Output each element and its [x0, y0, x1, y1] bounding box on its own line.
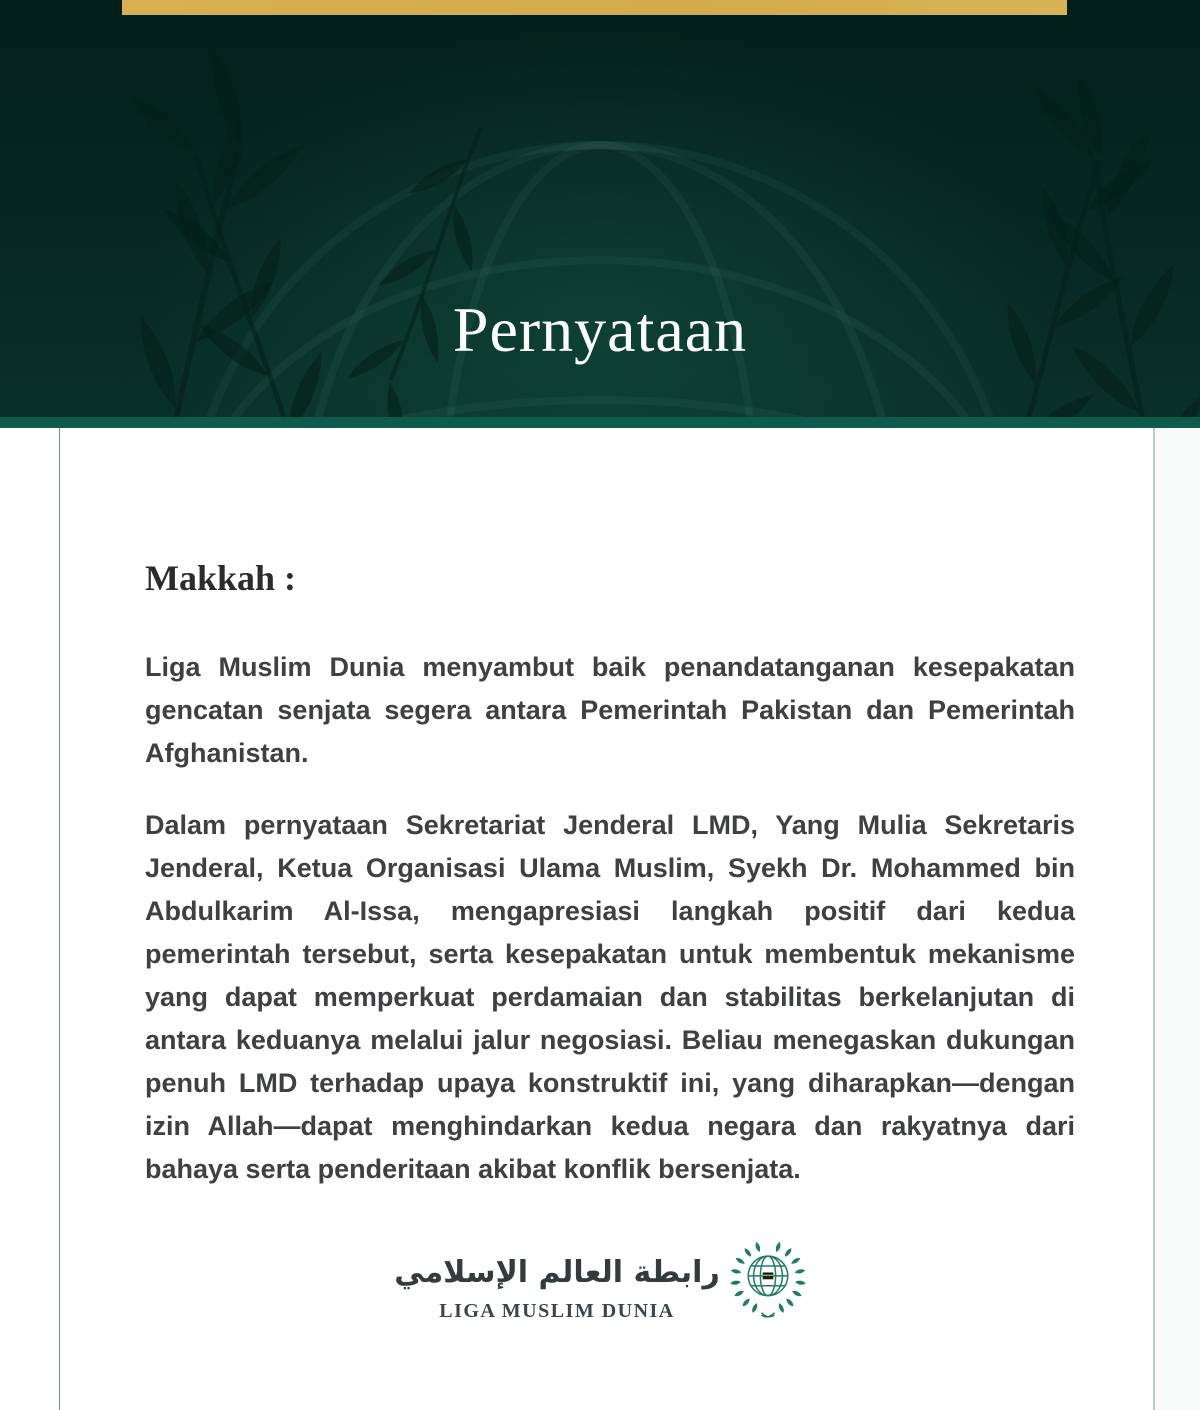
location-heading: Makkah :: [145, 558, 297, 598]
statement-paragraph: Liga Muslim Dunia menyambut baik penandatanganan kesepakatan gencatan senjata segera antara Pemerintah Pakistan dan Pemerintah Afghanistan.: [145, 652, 1075, 768]
banner: [0, 0, 1200, 417]
mwl-globe-wreath-emblem-icon: [730, 1238, 806, 1332]
gold-accent-bar: [122, 0, 1067, 15]
teal-divider: [0, 417, 1200, 428]
organization-logo: [0, 1238, 1200, 1332]
logo-text-block: [394, 1247, 720, 1323]
logo-latin-name: LIGA MUSLIM DUNIA: [439, 1300, 675, 1322]
statement-body: [145, 556, 1075, 1191]
page-title: Pernyataan: [452, 294, 748, 365]
logo-arabic-calligraphy: رابطة العالم الإسلامي: [394, 1255, 720, 1290]
statement-paragraph: Dalam pernyataan Sekretariat Jenderal LMD, Yang Mulia Sekretaris Jenderal, Ketua Organisasi Ulama Muslim, Syekh Dr. Mohammed bin Abdulkarim Al-Issa, mengapresiasi langkah positif dari kedua pemerintah tersebut, serta kesepakatan untuk membentuk mekanisme yang dapat memperkuat perdamaian dan stabilitas berkelanjutan di antara keduanya melalui jalur negosiasi. Beliau menegaskan dukungan penuh LMD terhadap upaya konstruktif ini, yang diharapkan—dengan izin Allah—dapat menghindarkan kedua negara dan rakyatnya dari bahaya serta penderitaan akibat konflik bersenjata.: [145, 810, 1075, 1184]
